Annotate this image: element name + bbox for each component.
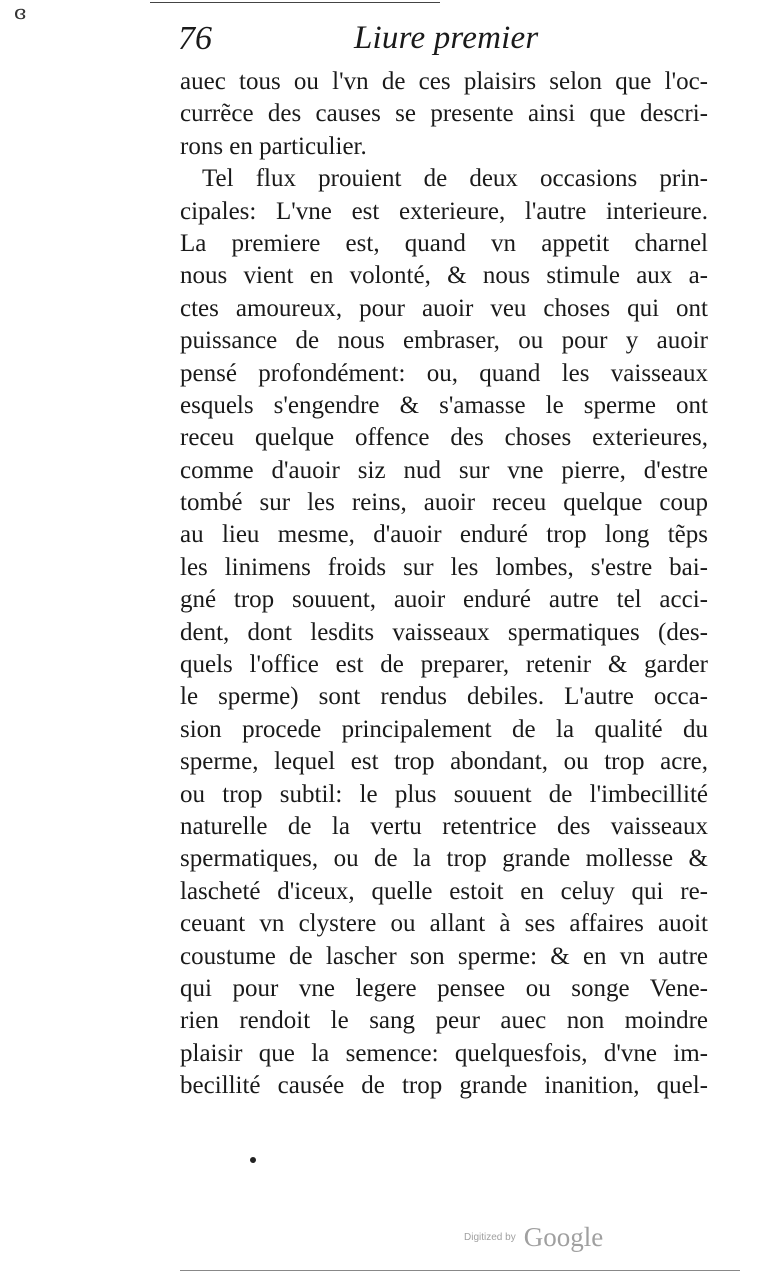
corner-mark-icon: ɞ <box>14 0 27 24</box>
bottom-edge-rule <box>180 1270 740 1271</box>
text-line: naturelle de la vertu retentrice des vaisseaux <box>180 812 708 840</box>
text-line: rien rendoit le sang peur auec non moindre <box>180 1007 708 1035</box>
text-line: lascheté d'iceux, quelle estoit en celuy qui re- <box>180 877 708 905</box>
text-line: sion procede principalement de la qualité du <box>180 715 708 743</box>
text-line: currẽce des causes se presente ainsi que descri- <box>180 100 708 128</box>
watermark-prefix: Digitized by <box>464 1232 516 1243</box>
text-line: qui pour vne legere pensee ou songe Vene- <box>180 974 708 1002</box>
text-line: coustume de lascher son sperme: & en vn autre <box>180 942 708 970</box>
text-line: ceuant vn clystere ou allant à ses affaires auoit <box>180 910 708 938</box>
text-line: les linimens froids sur les lombes, s'estre bai- <box>180 553 708 581</box>
text-line: pensé profondément: ou, quand les vaisseaux <box>180 359 708 387</box>
text-line: ctes amoureux, pour auoir veu choses qui ont <box>180 294 708 322</box>
text-line: nous vient en volonté, & nous stimule aux a- <box>180 262 708 290</box>
text-line: dent, dont lesdits vaisseaux spermatiques (des- <box>180 618 708 646</box>
top-edge-rule <box>150 2 440 3</box>
text-line: tombé sur les reins, auoir receu quelque coup <box>180 489 708 517</box>
text-line: plaisir que la semence: quelquesfois, d'vne im- <box>180 1039 708 1067</box>
text-line: le sperme) sont rendus debiles. L'autre occa- <box>180 683 708 711</box>
google-logo: Google <box>523 1222 604 1252</box>
running-head: Liure premier <box>354 20 539 56</box>
ink-dot <box>250 1157 256 1163</box>
text-line: auec tous ou l'vn de ces plaisirs selon que l'oc- <box>180 68 708 95</box>
page-number: 76 <box>178 20 212 57</box>
digitized-watermark <box>464 1222 603 1253</box>
text-line: spermatiques, ou de la trop grande mollesse & <box>180 845 708 873</box>
text-line: La premiere est, quand vn appetit charnel <box>180 229 708 257</box>
text-line: esquels s'engendre & s'amasse le sperme ont <box>180 391 708 419</box>
text-line: comme d'auoir siz nud sur vne pierre, d'estre <box>180 456 708 484</box>
text-line: puissance de nous embraser, ou pour y auoir <box>180 327 708 355</box>
text-line: cipales: L'vne est exterieure, l'autre interieure. <box>180 197 708 225</box>
text-line: sperme, lequel est trop abondant, ou trop acre, <box>180 748 708 776</box>
text-line: rons en particulier. <box>180 132 367 160</box>
text-line: receu quelque offence des choses exterieures, <box>180 424 708 452</box>
text-line: Tel flux prouient de deux occasions prin- <box>202 165 708 193</box>
text-line: ou trop subtil: le plus souuent de l'imbecillité <box>180 780 708 808</box>
text-line: gné trop souuent, auoir enduré autre tel acci- <box>180 586 708 614</box>
text-line: becillité causée de trop grande inanition, quel- <box>180 1072 708 1100</box>
text-line: quels l'office est de preparer, retenir & garder <box>180 651 708 679</box>
text-line: au lieu mesme, d'auoir enduré trop long tẽps <box>180 521 708 549</box>
body-text <box>180 66 708 1103</box>
